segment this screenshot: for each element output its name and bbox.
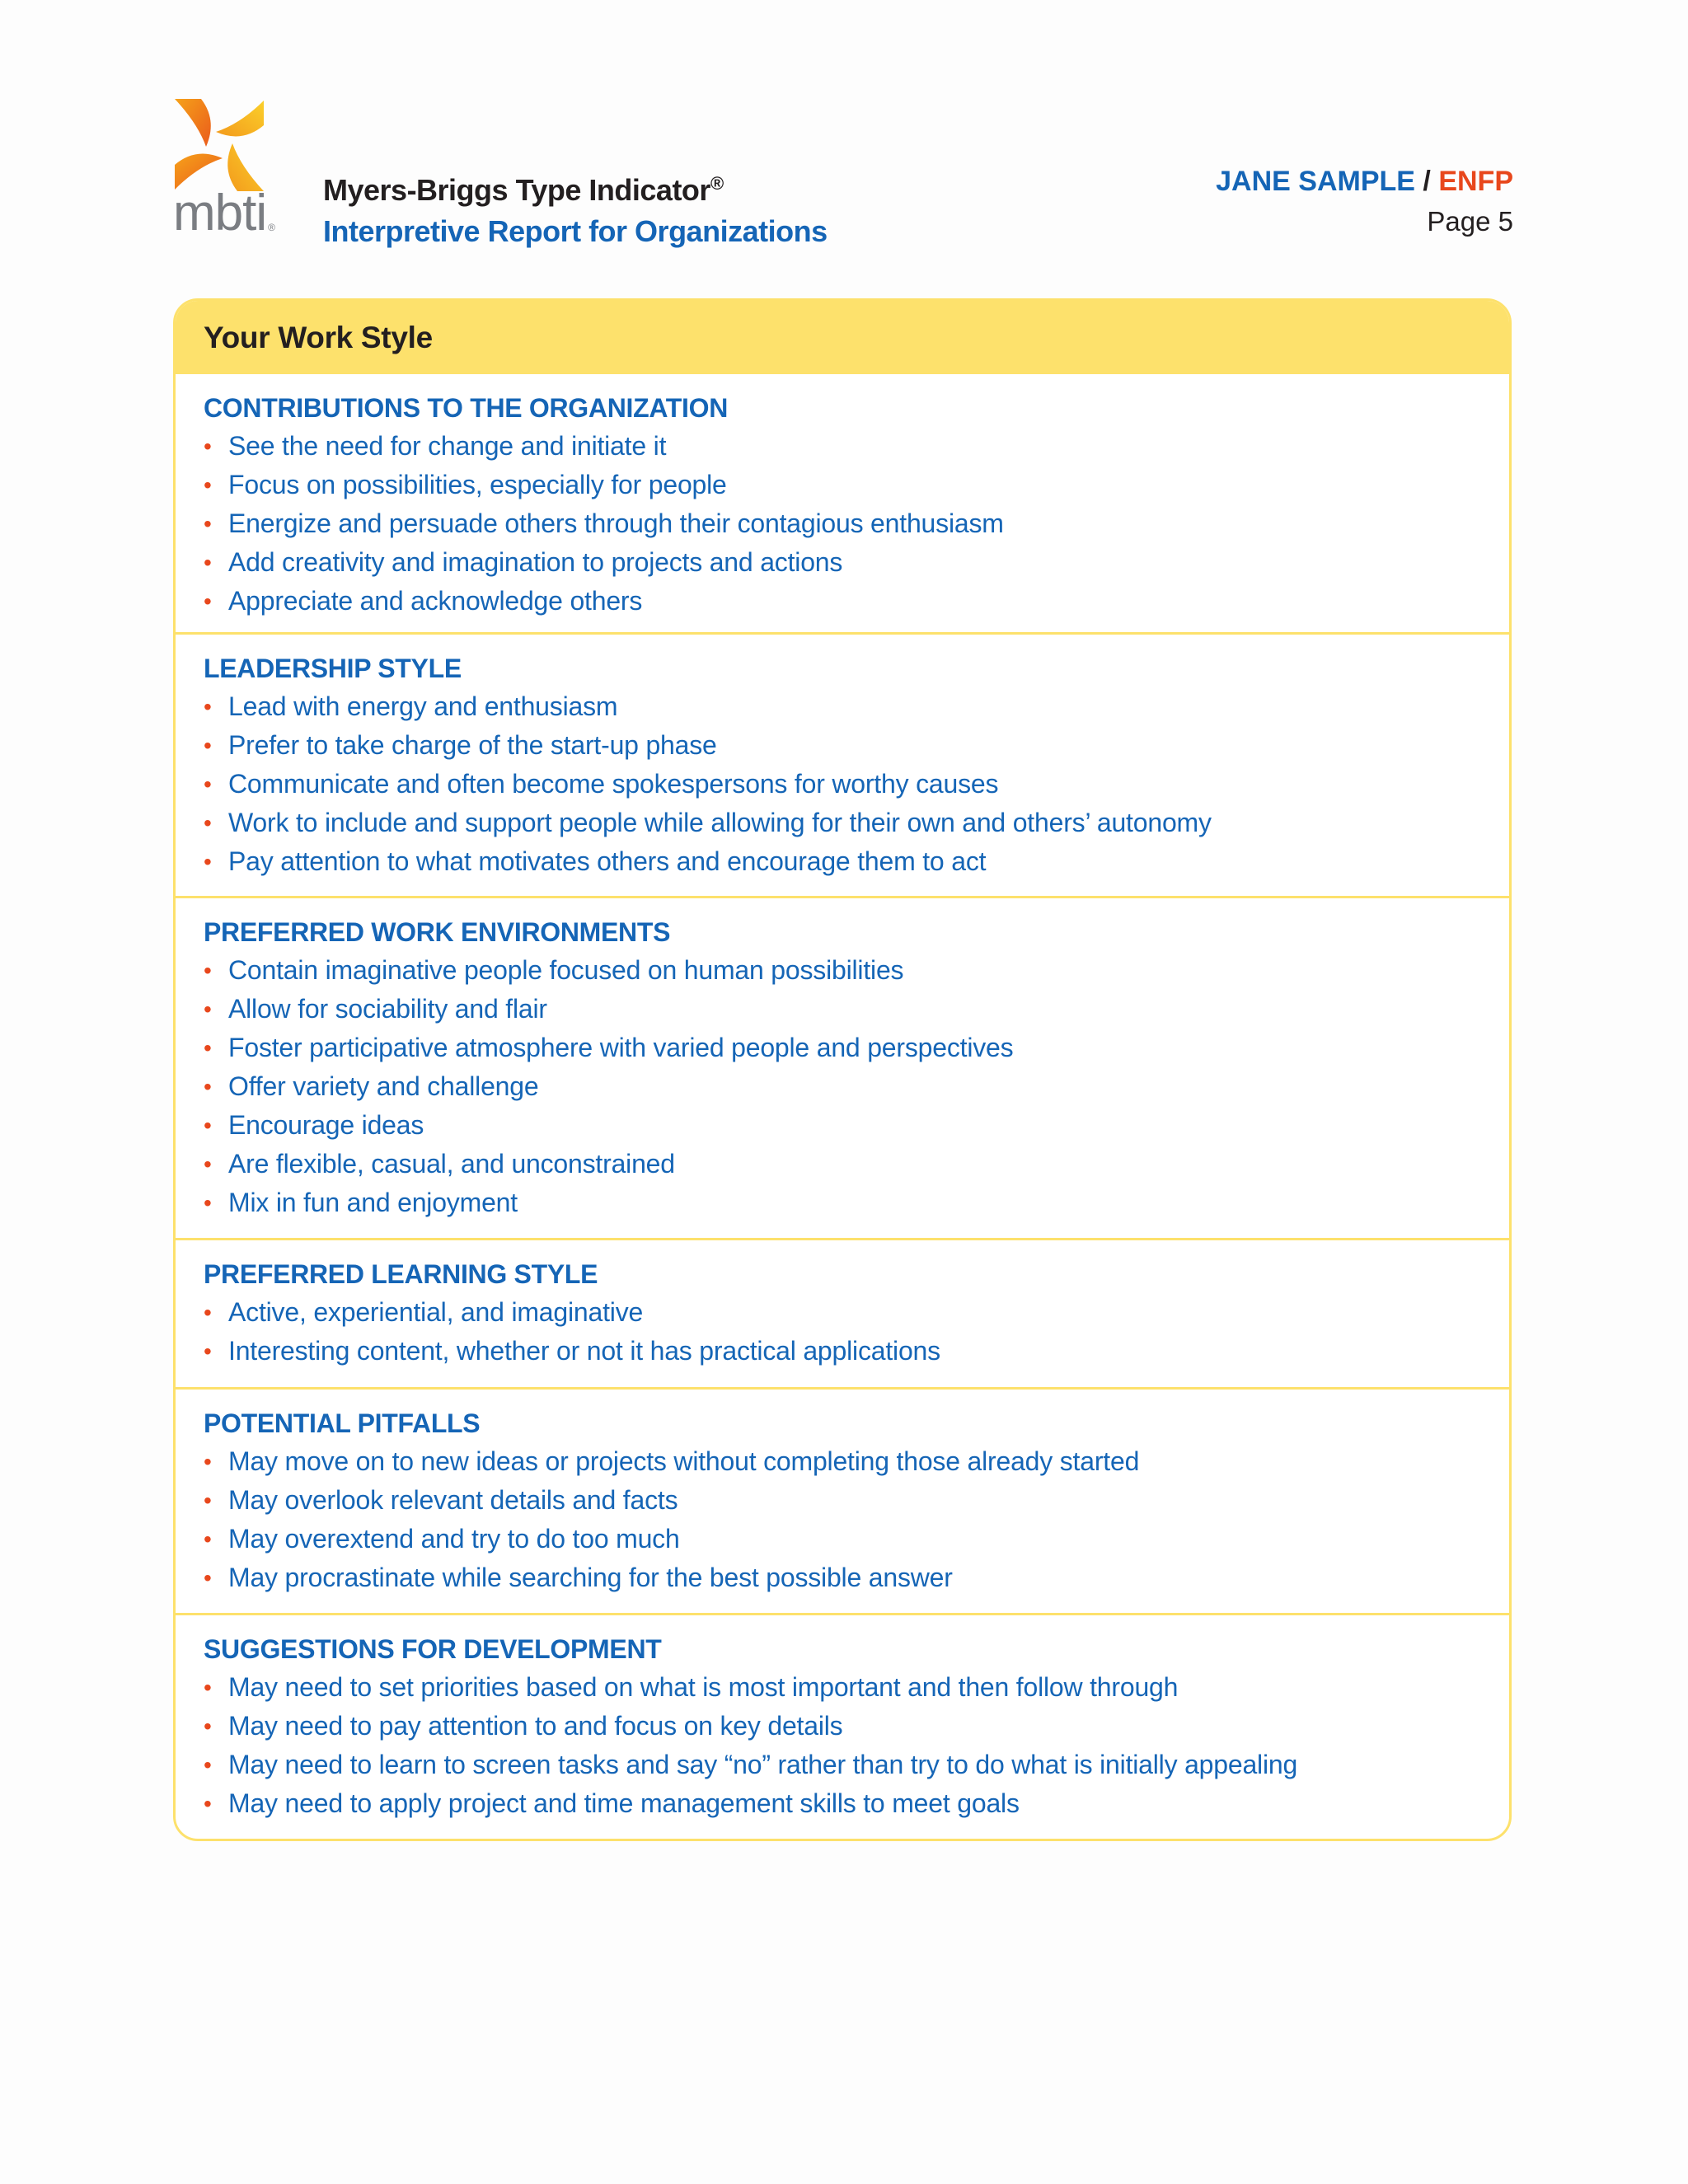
section-work-environments (176, 896, 1509, 1238)
list-item: • Active, experiential, and imaginative (204, 1293, 1509, 1332)
list-item: • Contain imaginative people focused on human possibilities (204, 951, 1509, 990)
bullet-icon: • (204, 1113, 212, 1138)
bullet-icon: • (204, 810, 212, 836)
list-item: • Encourage ideas (204, 1106, 1509, 1145)
type-code: ENFP (1438, 166, 1513, 197)
bullet-icon: • (204, 1675, 212, 1700)
list-item: • May need to pay attention to and focus on key details (204, 1707, 1509, 1746)
bullet-icon: • (204, 434, 212, 459)
section-heading: PREFERRED WORK ENVIRONMENTS (204, 917, 671, 947)
bullet-icon: • (204, 1300, 212, 1325)
list-item: • Allow for sociability and flair (204, 990, 1509, 1029)
panel-header (176, 301, 1509, 374)
page-number: Page 5 (1427, 206, 1513, 237)
section-potential-pitfalls (176, 1387, 1509, 1613)
mbti-logo-text: mbti ® (173, 185, 274, 241)
list-item: • May procrastinate while searching for the best possible answer (204, 1558, 1509, 1597)
bullet-list (204, 1293, 1509, 1371)
bullet-icon: • (204, 1791, 212, 1816)
section-heading: CONTRIBUTIONS TO THE ORGANIZATION (204, 393, 729, 423)
bullet-icon: • (204, 1526, 212, 1552)
bullet-list (204, 427, 1509, 621)
bullet-icon: • (204, 694, 212, 719)
list-item: • May need to apply project and time management skills to meet goals (204, 1784, 1509, 1823)
list-item: • Energize and persuade others through their contagious enthusiasm (204, 504, 1509, 543)
list-item: • Offer variety and challenge (204, 1067, 1509, 1106)
bullet-icon: • (204, 771, 212, 797)
list-item: • Are flexible, casual, and unconstrained (204, 1145, 1509, 1183)
list-item: • Lead with energy and enthusiasm (204, 687, 1509, 726)
bullet-icon: • (204, 1035, 212, 1061)
bullet-icon: • (204, 849, 212, 874)
list-item: • May need to learn to screen tasks and say “no” rather than try to do what is initially appealing (204, 1746, 1509, 1784)
mbti-logo-mark-icon (170, 96, 269, 194)
respondent-block (1216, 162, 1513, 242)
bullet-list (204, 1442, 1509, 1597)
bullet-icon: • (204, 1565, 212, 1591)
report-title: Interpretive Report for Organizations (323, 214, 828, 248)
section-heading: LEADERSHIP STYLE (204, 654, 462, 683)
list-item: • Mix in fun and enjoyment (204, 1183, 1509, 1222)
bullet-icon: • (204, 1074, 212, 1099)
bullet-icon: • (204, 996, 212, 1022)
list-item: • May move on to new ideas or projects without completing those already started (204, 1442, 1509, 1481)
section-leadership (176, 632, 1509, 896)
section-learning-style (176, 1238, 1509, 1387)
work-style-panel (173, 298, 1512, 1841)
bullet-icon: • (204, 1752, 212, 1778)
list-item: • See the need for change and initiate it (204, 427, 1509, 466)
section-contributions (176, 374, 1509, 616)
bullet-icon: • (204, 1713, 212, 1739)
bullet-icon: • (204, 588, 212, 614)
bullet-icon: • (204, 1338, 212, 1364)
list-item: • Prefer to take charge of the start-up phase (204, 726, 1509, 765)
list-item: • Interesting content, whether or not it has practical applications (204, 1332, 1509, 1371)
bullet-icon: • (204, 511, 212, 537)
respondent-line: JANE SAMPLE / ENFP (1216, 166, 1513, 197)
bullet-icon: • (204, 958, 212, 983)
product-title: Myers-Briggs Type Indicator® (323, 173, 724, 207)
report-title-block (323, 163, 828, 252)
list-item: • Pay attention to what motivates others and encourage them to act (204, 842, 1509, 881)
list-item: • Appreciate and acknowledge others (204, 582, 1509, 621)
mbti-logo (170, 96, 277, 244)
section-heading: SUGGESTIONS FOR DEVELOPMENT (204, 1634, 662, 1664)
bullet-icon: • (204, 1190, 212, 1216)
panel-title: Your Work Style (204, 320, 433, 354)
list-item: • May overextend and try to do too much (204, 1520, 1509, 1558)
bullet-icon: • (204, 1488, 212, 1513)
list-item: • Focus on possibilities, especially for people (204, 466, 1509, 504)
list-item: • May overlook relevant details and facts (204, 1481, 1509, 1520)
section-heading: POTENTIAL PITFALLS (204, 1408, 481, 1438)
bullet-icon: • (204, 472, 212, 498)
bullet-icon: • (204, 1151, 212, 1177)
list-item: • Foster participative atmosphere with varied people and perspectives (204, 1029, 1509, 1067)
section-heading: PREFERRED LEARNING STYLE (204, 1259, 598, 1289)
bullet-list (204, 1668, 1509, 1823)
list-item: • Add creativity and imagination to projects and actions (204, 543, 1509, 582)
bullet-icon: • (204, 733, 212, 758)
bullet-list (204, 687, 1509, 881)
bullet-list (204, 951, 1509, 1222)
list-item: • May need to set priorities based on what is most important and then follow through (204, 1668, 1509, 1707)
bullet-icon: • (204, 550, 212, 575)
list-item: • Work to include and support people while allowing for their own and others’ autonomy (204, 804, 1509, 842)
section-development-suggestions (176, 1613, 1509, 1841)
bullet-icon: • (204, 1449, 212, 1474)
respondent-name: JANE SAMPLE (1216, 166, 1415, 197)
list-item: • Communicate and often become spokespersons for worthy causes (204, 765, 1509, 804)
